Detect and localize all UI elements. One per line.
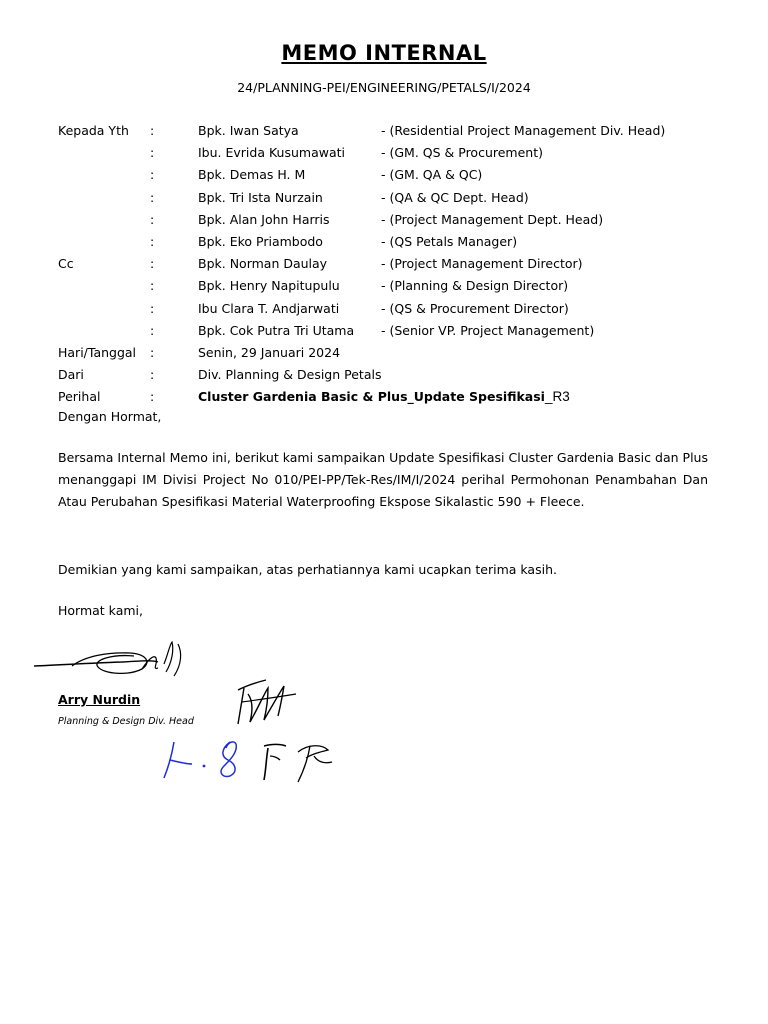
recipient-name: Bpk. Tri Ista Nurzain (198, 189, 323, 205)
recipient-role: - (QA & QC Dept. Head) (381, 189, 529, 205)
date-label: Hari/Tanggal (58, 344, 137, 360)
row-colon: : (150, 189, 155, 205)
row-colon: : (150, 256, 155, 272)
recipient-row (58, 232, 718, 254)
recipient-role: - (QS Petals Manager) (381, 233, 518, 249)
subject-value-wrap (198, 387, 570, 407)
memo-reference-number: 24/PLANNING-PEI/ENGINEERING/PETALS/I/2024 (237, 80, 531, 95)
cc-name: Bpk. Henry Napitupulu (198, 278, 340, 294)
date-row (58, 343, 718, 365)
body-paragraph-2: Demikian yang kami sampaikan, atas perhatiannya kami ucapkan terima kasih. (58, 562, 557, 577)
from-value: Div. Planning & Design Petals (198, 367, 382, 383)
recipient-row (58, 143, 718, 165)
row-label: Cc (58, 256, 74, 272)
signatory-name: Arry Nurdin (58, 692, 141, 707)
recipient-name: Bpk. Iwan Satya (198, 123, 299, 138)
date-value: Senin, 29 Januari 2024 (198, 344, 341, 360)
cc-name: Bpk. Cok Putra Tri Utama (198, 322, 355, 338)
recipient-name: Bpk. Alan John Harris (198, 211, 330, 227)
cc-role: - (QS & Procurement Director) (381, 300, 569, 316)
recipient-role: - (GM. QA & QC) (381, 167, 483, 183)
row-colon: : (150, 145, 155, 161)
recipient-role: - (Residential Project Management Div. Head) (381, 123, 666, 138)
row-colon: : (150, 278, 155, 294)
row-colon: : (150, 389, 155, 405)
row-label: Kepada Yth (58, 123, 129, 138)
signatory-title: Planning & Design Div. Head (58, 716, 194, 727)
memo-header-block (58, 121, 718, 409)
row-colon: : (150, 322, 155, 338)
paraf-initial-1 (232, 672, 302, 730)
cc-row (58, 276, 718, 298)
row-colon: : (150, 167, 155, 183)
paraf-initial-3 (258, 738, 338, 784)
paraf-initial-2 (158, 736, 248, 782)
recipient-name: Bpk. Demas H. M (198, 167, 306, 183)
cc-row (58, 254, 718, 276)
recipient-role: - (GM. QS & Procurement) (381, 145, 543, 161)
recipient-row (58, 188, 718, 210)
row-colon: : (150, 344, 155, 360)
subject-row (58, 387, 718, 409)
cc-role: - (Planning & Design Director) (381, 278, 569, 294)
recipient-name: Bpk. Eko Priambodo (198, 233, 323, 249)
recipient-row (58, 165, 718, 187)
cc-name: Bpk. Norman Daulay (198, 256, 328, 272)
cc-role: - (Project Management Director) (381, 256, 583, 272)
from-row (58, 365, 718, 387)
memo-title: MEMO INTERNAL (281, 41, 487, 65)
row-colon: : (150, 233, 155, 249)
recipient-role: - (Project Management Dept. Head) (381, 211, 604, 227)
cc-row (58, 321, 718, 343)
cc-role: - (Senior VP. Project Management) (381, 322, 595, 338)
closing: Hormat kami, (58, 603, 143, 618)
row-colon: : (150, 300, 155, 316)
subject-revision: _R3 (544, 389, 570, 405)
recipient-row (58, 210, 718, 232)
body-paragraph-1: Bersama Internal Memo ini, berikut kami sampaikan Update Spesifikasi Cluster Gardenia Basic dan Plus menanggapi IM Divisi Project No 010/PEI-PP/Tek-Res/IM/I/2024 perihal Permohonan Penambahan Dan Atau Perubahan Spesifikasi Material Waterproofing Ekspose Sikalastic 590 + Fleece. (58, 450, 708, 509)
row-colon: : (150, 123, 155, 138)
from-label: Dari (58, 367, 84, 383)
recipient-name: Ibu. Evrida Kusumawati (198, 145, 345, 161)
greeting: Dengan Hormat, (58, 409, 162, 424)
row-colon: : (150, 367, 155, 383)
row-colon: : (150, 211, 155, 227)
cc-row (58, 299, 718, 321)
signature-arry-nurdin (30, 636, 190, 686)
subject-value: Cluster Gardenia Basic & Plus_Update Spesifikasi (198, 389, 545, 405)
subject-label: Perihal (58, 389, 101, 405)
cc-name: Ibu Clara T. Andjarwati (198, 300, 340, 316)
recipient-row (58, 121, 718, 143)
